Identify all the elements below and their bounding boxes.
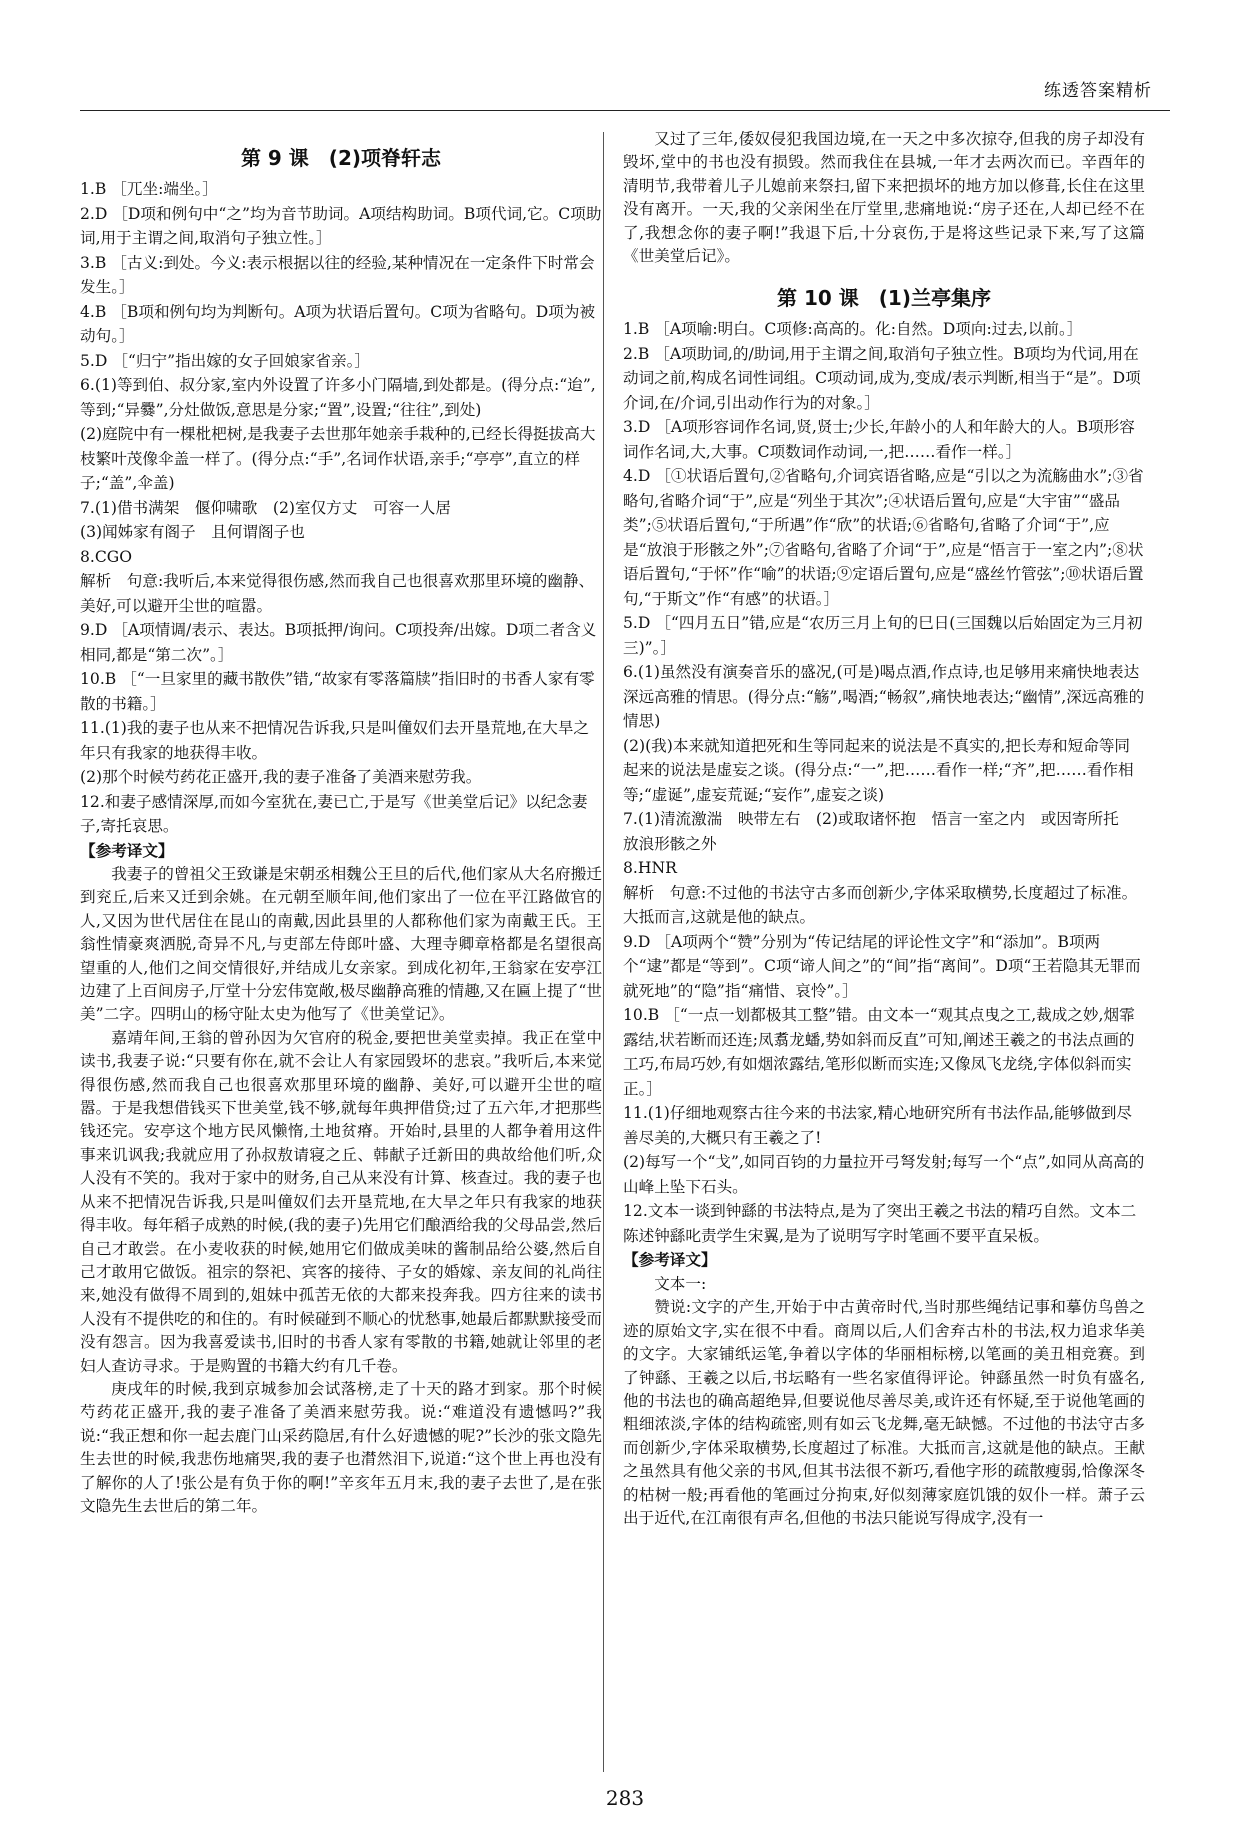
answer-item: 7.(1)借书满架 偃仰啸歌 (2)室仅方丈 可容一人居 <box>80 498 451 517</box>
answer-item: 10.B ［“一旦家里的藏书散佚”错,“故家有零落篇牍”指旧时的书香人家有零散的书籍。］ <box>80 670 595 713</box>
answer-item: 3.D ［A项形容词作名词,贤,贤士;少长,年龄小的人和年龄大的人。B项形容词作名词,大,大事。C项数词作动词,一,把……看作一样。］ <box>623 418 1135 461</box>
column-divider <box>603 132 604 1772</box>
answer-item: 8.CGO <box>80 547 133 566</box>
answer-item: 12.文本一谈到钟繇的书法特点,是为了突出王羲之书法的精巧自然。文本二陈述钟繇叱责学生宋翼,是为了说明写字时笔画不要平直呆板。 <box>623 1202 1137 1245</box>
answer-item: (2)每写一个“戈”,如同百钧的力量拉开弓弩发射;每写一个“点”,如同从高高的山峰上坠下石头。 <box>623 1153 1145 1196</box>
header-rule <box>80 110 1170 111</box>
left-column <box>80 128 602 1518</box>
right-column <box>623 128 1145 1530</box>
page-number: 283 <box>605 1786 645 1810</box>
answer-item: (2)那个时候芍药花正盛开,我的妻子准备了美酒来慰劳我。 <box>80 768 482 786</box>
answer-item: 1.B ［A项喻:明白。C项修:高高的。化:自然。D项向:过去,以前。］ <box>623 320 1083 339</box>
answer-item: 11.(1)我的妻子也从来不把情况告诉我,只是叫僮奴们去开垦荒地,在大旱之年只有我家的地获得丰收。 <box>80 719 590 762</box>
answer-item: 解析 句意:我听后,本来觉得很伤感,然而我自己也很喜欢那里环境的幽静、美好,可以避开尘世的喧嚣。 <box>80 572 595 615</box>
answer-item: 8.HNR <box>623 859 677 878</box>
left-translation <box>80 863 602 1518</box>
answer-item: 3.B ［古义:到处。今义:表示根据以往的经验,某种情况在一定条件下时常会发生。］ <box>80 253 595 296</box>
answer-item: (3)闻姊家有阁子 且何谓阁子也 <box>80 523 305 541</box>
lesson-10-title: 第 10 课 (1)兰亭集序 <box>777 286 991 311</box>
right-intro-paragraph: 又过了三年,倭奴侵犯我国边境,在一天之中多次掠夺,但我的房子却没有毁坏,堂中的书也没有损毁。然而我住在县城,一年才去两次而已。辛酉年的清明节,我带着儿子儿媳前来祭扫,留下来把损坏的地方加以修葺,长住在这里没有离开。一天,我的父亲闲坐在厅堂里,悲痛地说:“房子还在,人却已经不在了,我想念你的妻子啊!”我退下后,十分哀伤,于是将这些记录下来,写了这篇《世美堂后记》。 <box>623 130 1145 266</box>
answer-item: 5.D ［“四月五日”错,应是“农历三月上旬的巳日(三国魏以后始固定为三月初三)”。］ <box>623 614 1143 657</box>
text-one-label: 文本一: <box>654 1274 707 1293</box>
answer-item: 9.D ［A项两个“赞”分别为“传记结尾的评论性文字”和“添加”。B项两个“逮”都是“等到”。C项“谛人间之”的“间”指“离间”。D项“王若隐其无罪而就死地”的“隐”指“痛惜、哀怜”。］ <box>623 932 1141 1000</box>
right-translation <box>623 1296 1145 1530</box>
answer-item: 2.B ［A项助词,的/助词,用于主谓之间,取消句子独立性。B项均为代词,用在动词之前,构成名词性词组。C项动词,成为,变成/表示判断,相当于“是”。D项介词,在/介词,引出动作行为的对象。］ <box>623 344 1141 412</box>
translation-paragraph: 嘉靖年间,王翁的曾孙因为欠官府的税金,要把世美堂卖掉。我正在堂中读书,我妻子说:“只要有你在,就不会让人有家园毁坏的悲哀。”我听后,本来觉得很伤感,然而我自己也很喜欢那里环境的幽静、美好,可以避开尘世的喧嚣。于是我想借钱买下世美堂,钱不够,就每年典押借贷;过了五六年,才把那些钱还完。安亭这个地方民风懒惰,土地贫瘠。开始时,县里的人都争着用这件事来讥讽我;我就应用了孙叔敖请寝之丘、韩献子迁新田的典故给他们听,众人没有不笑的。我对于家中的财务,自己从来没有计算、核查过。我的妻子也从来不把情况告诉我,只是叫僮奴们去开垦荒地,在大旱之年只有我家的地获得丰收。每年稻子成熟的时候,(我的妻子)先用它们酿酒给我的父母品尝,然后自己才敢尝。在小麦收获的时候,她用它们做成美味的酱制品给公婆,然后自己才敢用它做饭。祖宗的祭祀、宾客的接待、子女的婚嫁、亲友间的礼尚往来,她没有做得不周到的,姐妹中孤苦无依的大都来投奔我。四方往来的读书人没有不提供吃的和住的。有时候碰到不顺心的忧愁事,她最后都默默接受而没有怨言。因为我喜爱读书,旧时的书香人家有零散的书籍,她就让邻里的老妇人查访寻求。于是购置的书籍大约有几千卷。 <box>80 1028 602 1375</box>
lesson-9-title: 第 9 课 (2)项脊轩志 <box>240 146 442 170</box>
translation-paragraph: 庚戌年的时候,我到京城参加会试落榜,走了十天的路才到家。那个时候芍药花正盛开,我的妻子准备了美酒来慰劳我。说:“难道没有遗憾吗?”我说:“我正想和你一起去鹿门山采药隐居,有什么好遗憾的呢?”长沙的张文隐先生去世的时候,我悲伤地痛哭,我的妻子也潸然泪下,说道:“这个世上再也没有了解你的人了!张公是有负于你的啊!”辛亥年五月末,我的妻子去世了,是在张文隐先生去世后的第二年。 <box>80 1379 602 1515</box>
answer-item: 6.(1)虽然没有演奏音乐的盛况,(可是)喝点酒,作点诗,也足够用来痛快地表达深远高雅的情思。(得分点:“觞”,喝酒;“畅叙”,痛快地表达;“幽情”,深远高雅的情思) <box>623 663 1145 731</box>
left-answer-list <box>80 177 602 839</box>
answer-item: 4.D ［①状语后置句,②省略句,介词宾语省略,应是“引以之为流觞曲水”;③省略句,省略介词“于”,应是“列坐于其次”;④状语后置句,应是“大宇宙”“盛品类”;⑤状语后置句,“于所遇”作“欣”的状语;⑥省略句,省略了介词“于”,应是“放浪于形骸之外”;⑦省略句,省略了介词“于”,应是“悟言于一室之内”;⑧状语后置句,“于怀”作“喻”的状语;⑨定语后置句,应是“盛丝竹管弦”;⑩状语后置句,“于斯文”作“有感”的状语。］ <box>623 467 1144 608</box>
answer-item: 9.D ［A项情调/表示、表达。B项抵押/询问。C项投奔/出嫁。D项二者含义相同,都是“第二次”。］ <box>80 621 597 664</box>
answer-item: (2)庭院中有一棵枇杷树,是我妻子去世那年她亲手栽种的,已经长得挺拔高大枝繁叶茂像伞盖一样了。(得分点:“手”,名词作状语,亲手;“亭亭”,直立的样子;“盖”,伞盖) <box>80 425 596 492</box>
answer-item: 2.D ［D项和例句中“之”均为音节助词。A项结构助词。B项代词,它。C项助词,用于主谓之间,取消句子独立性。］ <box>80 204 602 247</box>
right-ref-title: 【参考译文】 <box>623 1251 717 1270</box>
answer-item: 10.B ［“一点一划都极其工整”错。由文本一“观其点曳之工,裁成之妙,烟霏露结,状若断而还连;凤翥龙蟠,势如斜而反直”可知,阐述王羲之的书法点画的工巧,布局巧妙,有如烟浓露结,笔形似断而实连;又像凤飞龙绕,字体似斜而实正。］ <box>623 1006 1135 1098</box>
answer-item: 11.(1)仔细地观察古往今来的书法家,精心地研究所有书法作品,能够做到尽善尽美的,大概只有王羲之了! <box>623 1104 1133 1147</box>
answer-item: 解析 句意:不过他的书法守古多而创新少,字体采取横势,长度超过了标准。大抵而言,这就是他的缺点。 <box>623 883 1138 927</box>
answer-item: 6.(1)等到伯、叔分家,室内外设置了许多小门隔墙,到处都是。(得分点:“迨”,等到;“异爨”,分灶做饭,意思是分家;“置”,设置;“往往”,到处) <box>80 376 596 419</box>
answer-item: 12.和妻子感情深厚,而如今室犹在,妻已亡,于是写《世美堂后记》以纪念妻子,寄托哀思。 <box>80 792 588 835</box>
right-answer-list <box>623 317 1145 1248</box>
answer-item: 1.B ［兀坐:端坐。］ <box>80 180 218 198</box>
answer-item: 5.D ［“归宁”指出嫁的女子回娘家省亲。］ <box>80 351 370 370</box>
answer-item: 4.B ［B项和例句均为判断句。A项为状语后置句。C项为省略句。D项为被动句。］ <box>80 302 596 345</box>
translation-paragraph: 我妻子的曾祖父王致谦是宋朝丞相魏公王旦的后代,他们家从大名府搬迁到兖丘,后来又迁到余姚。在元朝至顺年间,他们家出了一位在平江路做官的人,又因为世代居住在昆山的南戴,因此县里的人都称他们家为南戴王氏。王翁性情豪爽洒脱,奇异不凡,与吏部左侍郎叶盛、大理寺卿章格都是名望很高望重的人,他们之间交情很好,并结成儿女亲家。到成化初年,王翁家在安亭江边建了上百间房子,厅堂十分宏伟宽敞,极尽幽静高雅的情趣,又在匾上提了“世美”二字。四明山的杨守阯太史为他写了《世美堂记》。 <box>80 865 602 1024</box>
answer-item: 7.(1)清流激湍 映带左右 (2)或取诸怀抱 悟言一室之内 或因寄所托 放浪形骸之外 <box>623 810 1135 853</box>
translation-paragraph: 赞说:文字的产生,开始于中古黄帝时代,当时那些绳结记事和摹仿鸟兽之迹的原始文字,实在很不中看。商周以后,人们舍弃古朴的书法,权力追求华美的文字。大家铺纸运笔,争着以字体的华丽相标榜,以笔画的美丑相竞赛。到了钟繇、王羲之以后,书坛略有一些名家值得评论。钟繇虽然一时负有盛名,他的书法也的确高超绝异,但要说他尽善尽美,或许还有怀疑,至于说他笔画的粗细浓淡,字体的结构疏密,则有如云飞龙舞,毫无缺憾。不过他的书法守古多而创新少,字体采取横势,长度超过了标准。大抵而言,这就是他的缺点。王献之虽然具有他父亲的书风,但其书法很不新巧,看他字形的疏散瘦弱,恰像深冬的枯树一般;再看他的笔画过分拘束,好似刻薄家庭饥饿的奴仆一样。萧子云出于近代,在江南很有声名,但他的书法只能说写得成字,没有一 <box>623 1298 1145 1527</box>
page-header-title: 练透答案精析 <box>1044 81 1152 101</box>
answer-item: (2)(我)本来就知道把死和生等同起来的说法是不真实的,把长寿和短命等同起来的说法是虚妄之谈。(得分点:“一”,把……看作一样;“齐”,把……看作相等;“虚诞”,虚妄荒诞;“妄作”,虚妄之谈) <box>623 736 1134 804</box>
left-ref-title: 【参考译文】 <box>80 841 174 860</box>
